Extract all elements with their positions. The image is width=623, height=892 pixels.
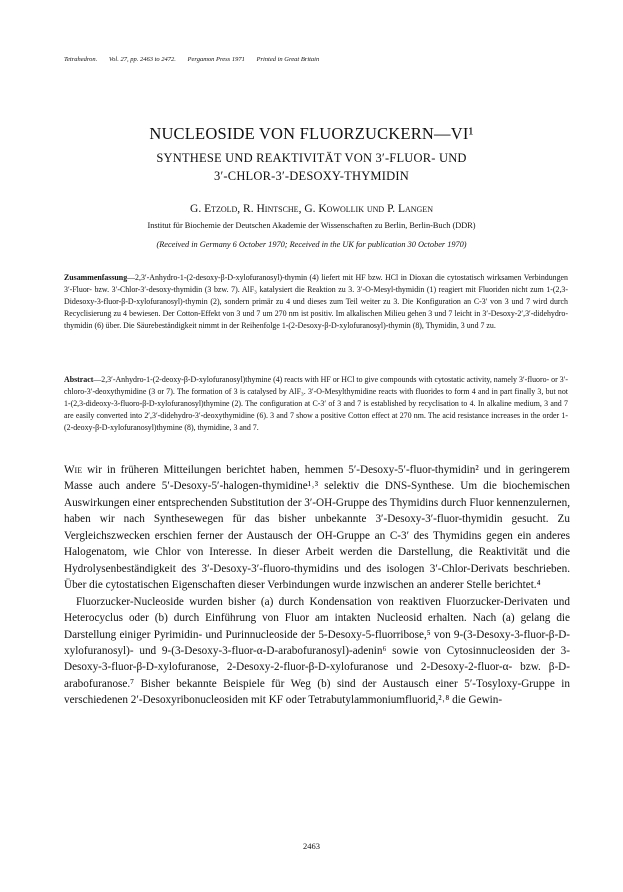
journal-header bbox=[64, 56, 564, 63]
institute-affiliation: Institut für Biochemie der Deutschen Akademie der Wissenschaften zu Berlin, Berlin-Buch (DDR) bbox=[147, 221, 476, 230]
article-subtitle-line1: SYNTHESE UND REAKTIVITÄT VON 3′-FLUOR- UND bbox=[156, 151, 467, 165]
abstract-label: Abstract bbox=[64, 375, 94, 384]
journal-volume: Vol. 27, pp. 2463 to 2472. bbox=[108, 56, 176, 63]
journal-publisher: Pergamon Press 1971 bbox=[187, 56, 245, 63]
journal-name: Tetrahedron. bbox=[64, 56, 98, 63]
body-paragraph-2: Fluorzucker-Nucleoside wurden bisher (a) durch Kondensation von reaktiven Fluorzucker-Derivaten und Heterocyclus oder (b) durch Einführung von Fluor am intakten Nucleosid erhalten. Nach (a) gelang die Darstellung einiger Pyrimidin- und Purinnucleoside der 5-Desoxy-5-fluorribose,⁵ von 9-(3-Desoxy-3-fluor-β-D-xylofuranosyl)- und 9-(3-Desoxy-3-fluor-α-D-arabofuranosyl)-adenin⁶ sowie von Cytosinnucleosiden der 3-Desoxy-3-fluor-β-D-xylofuranose, 2-Desoxy-2-fluor-β-D-xylofuranose und 2-Desoxy-2-fluor-α- bzw. β-D-arabofuranose.⁷ Bisher bekannte Beispiele für Weg (b) sind der Austausch einer 5′-Tosyloxy-Gruppe in verschiedenen 2′-Desoxyribonucleosiden mit KF oder Tetrabutylammoniumfluorid,²˒⁸ die Gewin- bbox=[64, 595, 570, 707]
zusammenfassung-text: —2,3′-Anhydro-1-(2-desoxy-β-D-xylofuranosyl)-thymin (4) liefert mit HF bzw. HCl in Dioxan die cytostatisch wirksamen Verbindungen 3′-Fluor- bzw. 3′-Chlor-3′-desoxy-thymidin (3 bzw. 7). AlF₃ katalysiert die Reaktion zu 3. 3′-O-Mesyl-thymidin (1) reagiert mit Fluoriden nicht zum 1-(2,3-Didesoxy-3-fluor-β-D-xylofuranosyl)-thymin (2), sondern primär zu 4 und dieses zum Teil weiter zu 3. Die Konfiguration an C-3′ von 3 und 7 wird durch Recyclisierung zu 4 bewiesen. Der Cotton-Effekt von 3 und 7 um 270 nm ist positiv. Im alkalischen Milieu gehen 3 und 7 leicht in 3′-Desoxy-2′,3′-didehydro-thymidin (6) über. Die Säurebeständigkeit nimmt in der Reihenfolge 1-(2-Desoxy-β-D-xylofuranosyl)-thymin (8), Thymidin, 3 und 7 zu. bbox=[64, 273, 568, 331]
abstract-text: —2,3′-Anhydro-1-(2-deoxy-β-D-xylofuranosyl)thymine (4) reacts with HF or HCl to give compounds with cytostatic activity, namely 3′-fluoro- or 3′-chloro-3′-deoxythymidine (3 or 7). The formation of 3 is catalysed by AlF₃. 3′-O-Mesylthymidine reacts with fluorides to form 4 and in part finally 3, but not 1-(2,3-dideoxy-3-fluoro-β-D-xylofuranosyl)thymine (2). The configuration at C-3′ of 3 and 7 is established by recyclisation to 4. In alkaline medium, 3 and 7 are easily converted into 2′,3′-didehydro-3′-deoxythymidine (6). 3 and 7 show a positive Cotton effect at 270 nm. The acid resistance increases in the order 1-(2-deoxy-β-D-xylofuranosyl)thymine (8), thymidine, 3 and 7. bbox=[64, 375, 568, 433]
journal-printed: Printed in Great Britain bbox=[256, 56, 320, 63]
author-list: G. Etzold, R. Hintsche, G. Kowollik und P. Langen bbox=[190, 203, 433, 215]
body-text bbox=[64, 462, 570, 709]
paragraph-1-text: wir in früheren Mitteilungen berichtet haben, hemmen 5′-Desoxy-5′-fluor-thymidin² und in geringerem Masse auch andere 5′-Desoxy-5′-halogen-thymidine¹˒³ selektiv die DNS-Synthese. Um die biochemischen Auswirkungen einer entsprechenden Substitution der 3′-OH-Gruppe des Thymidins durch Fluor kennenzulernen, haben wir nach Synthesewegen für das bisher unbekannte 3′-Desoxy-3′-fluor-thymidin gesucht. Zu Vergleichszwecken erschien ferner der Austausch der OH-Gruppe an C-3′ des Thymidins gegen ein anderes Halogenatom, wie Chlor von Interesse. In dieser Arbeit werden die Darstellung, die Reaktivität und die Hydrolysenbeständigkeit des 3′-Desoxy-3′-fluoro-thymidins und des isologen 3′-Chlor-Derivats beschrieben. Über die cytostatischen Eigenschaften dieser Verbindungen wurde inzwischen an anderer Stelle berichtet.⁴ bbox=[64, 464, 570, 592]
zusammenfassung-block bbox=[64, 272, 568, 332]
page-number: 2463 bbox=[303, 841, 320, 851]
abstract-block bbox=[64, 374, 568, 434]
article-title: NUCLEOSIDE VON FLUORZUCKERN—VI¹ bbox=[149, 124, 474, 143]
article-subtitle-line2: 3′-CHLOR-3′-DESOXY-THYMIDIN bbox=[214, 169, 409, 183]
paragraph-opening-word: Wie bbox=[64, 464, 83, 476]
received-dates: (Received in Germany 6 October 1970; Received in the UK for publication 30 October 1970) bbox=[156, 240, 467, 249]
body-paragraph-1 bbox=[64, 462, 570, 594]
zusammenfassung-label: Zusammenfassung bbox=[64, 273, 128, 282]
